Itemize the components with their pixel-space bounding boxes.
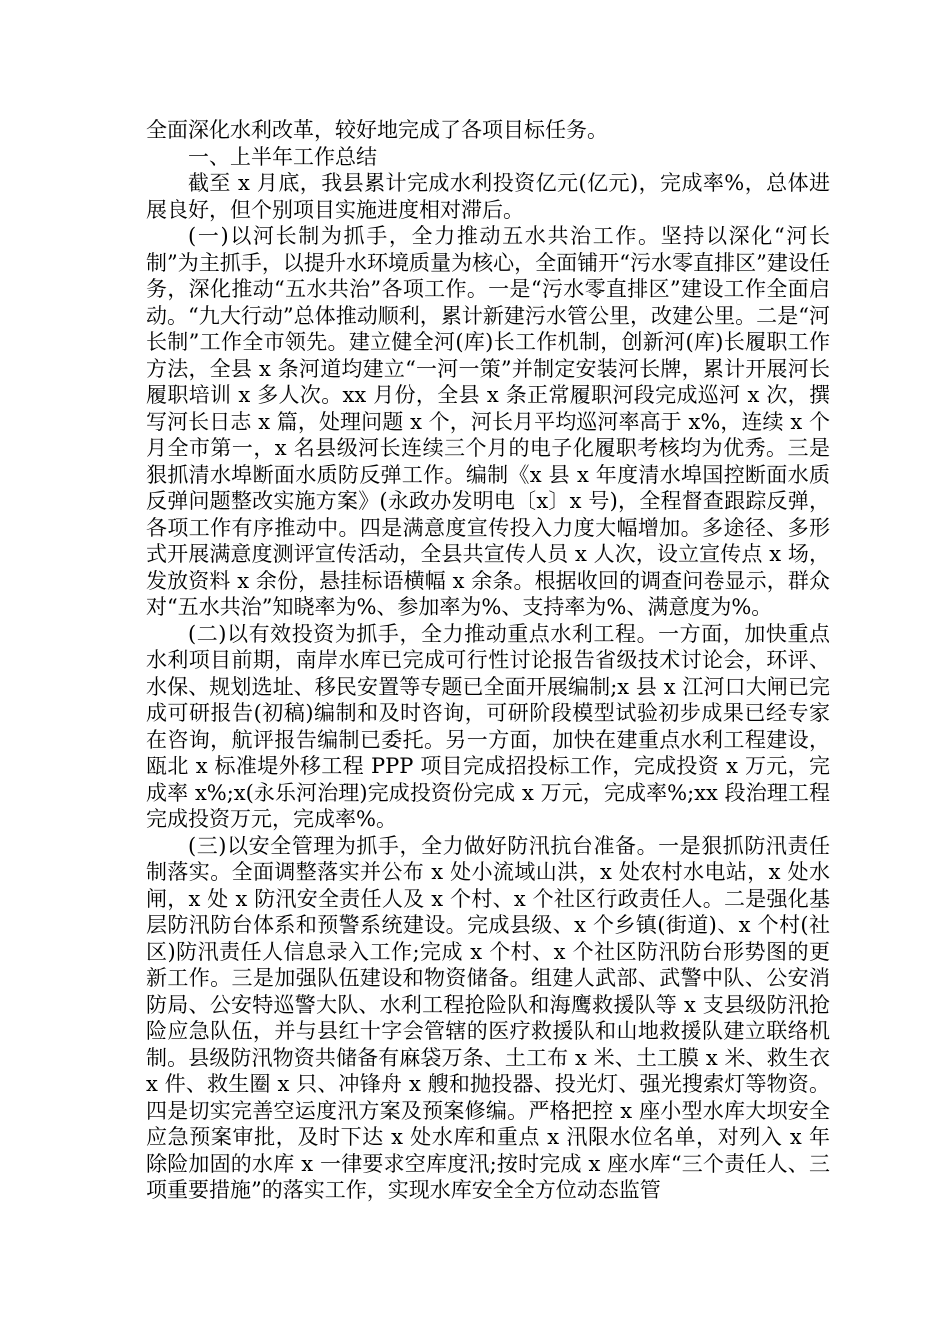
paragraph-river-chief-system: (一)以河长制为抓手，全力推动五水共治工作。坚持以深化“河长制”为主抓手，以提升水环境质量为核心，全面铺开“污水零直排区”建设任务，深化推动“五水共治”各项工作。一是“污水零直排区”建设工作全面启动。“九大行动”总体推动顺利，累计新建污水管公里，改建公里。二是“河长制”工作全市领先。建立健全河(库)长工作机制，创新河(库)长履职工作方法，全县 x 条河道均建立“一河一策”并制定安装河长牌，累计开展河长履职培训 x 多人次。xx 月份，全县 x 条正常履职河段完成巡河 x 次，撰写河长日志 x 篇，处理问题 x 个，河长月平均巡河率高于 x%，连续 x 个月全市第一，x 名县级河长连续三个月的电子化履职考核均为优秀。三是狠抓清水埠断面水质防反弹工作。编制《x 县 x 年度清水埠国控断面水质反弹问题整改实施方案》(永政办发明电〔x〕x 号)，全程督查跟踪反弹，各项工作有序推动中。四是满意度宣传投入力度大幅增加。多途径、多形式开展满意度测评宣传活动，全县共宣传人员 x 人次，设立宣传点 x 场，发放资料 x 余份，悬挂标语横幅 x 余条。根据收回的调查问卷显示，群众对“五水共治”知晓率为%、参加率为%、支持率为%、满意度为%。 bbox=[146, 224, 830, 619]
paragraph-flood-safety: (三)以安全管理为抓手，全力做好防汛抗台准备。一是狠抓防汛责任制落实。全面调整落实并公布 x 处小流域山洪，x 处农村水电站，x 处水闸，x 处 x 防汛安全责任人及 x 个村、x 个社区行政责任人。二是强化基层防汛防台体系和预警系统建设。完成县级、x 个乡镇(街道)、x 个村(社区)防汛责任人信息录入工作;完成 x 个村、x 个社区防汛防台形势图的更新工作。三是加强队伍建设和物资储备。组建人武部、武警中队、公安消防局、公安特巡警大队、水利工程抢险队和海鹰救援队等 x 支县级防汛抢险应急队伍，并与县红十字会管辖的医疗救援队和山地救援队建立联络机制。县级防汛物资共储备有麻袋万条、土工布 x 米、土工膜 x 米、救生衣 x 件、救生圈 x 只、冲锋舟 x 艘和抛投器、投光灯、强光搜索灯等物资。四是切实完善空运度汛方案及预案修编。严格把控 x 座小型水库大坝安全应急预案审批，及时下达 x 处水库和重点 x 汛限水位名单，对列入 x 年除险加固的水库 x 一律要求空库度汛;按时完成 x 座水库“三个责任人、三项重要措施”的落实工作，实现水库安全全方位动态监管 bbox=[146, 833, 830, 1202]
document-body bbox=[146, 117, 830, 1204]
paragraph-key-projects: (二)以有效投资为抓手，全力推动重点水利工程。一方面，加快重点水利项目前期，南岸水库已完成可行性讨论报告省级技术讨论会，环评、水保、规划选址、移民安置等专题已全面开展编制;x 县 x 江河口大闸已完成可研报告(初稿)编制和及时咨询，可研阶段模型试验初步成果已经专家在咨询，航评报告编制已委托。另一方面，加快在建重点水利工程建设，瓯北 x 标准堤外移工程 PPP 项目完成招投标工作，完成投资 x 万元，完成率 x%;x(永乐河治理)完成投资份完成 x 万元，完成率%;xx 段治理工程完成投资万元，完成率%。 bbox=[146, 621, 830, 831]
section-heading: 一、上半年工作总结 bbox=[188, 144, 377, 169]
paragraph-investment-summary: 截至 x 月底，我县累计完成水利投资亿元(亿元)，完成率%，总体进展良好，但个别项目实施进度相对滞后。 bbox=[146, 171, 830, 222]
paragraph-intro-continuation: 全面深化水利改革，较好地完成了各项目标任务。 bbox=[146, 118, 608, 142]
